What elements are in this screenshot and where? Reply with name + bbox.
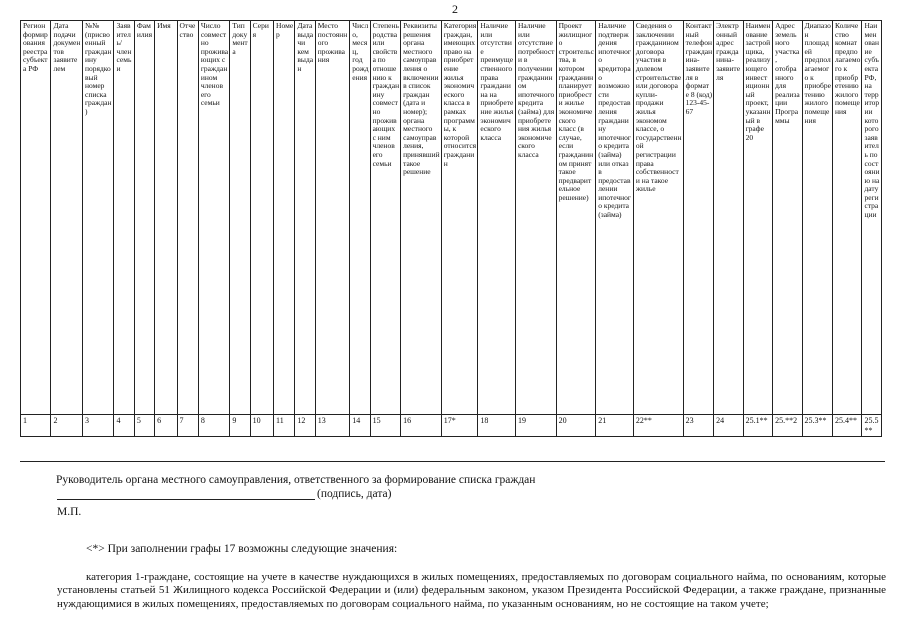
- column-header: Категория граждан, имеющих право на приобретение жилья экономического класса в рамках программы, к которой относится гражданин: [441, 21, 478, 415]
- column-header: Число совместно проживающих с гражданином членов его семьи: [198, 21, 230, 415]
- separator-line: [20, 461, 885, 462]
- column-number: 25.1**: [743, 415, 772, 437]
- column-header: Наличие или отсутствие преимущественного права гражданина на приобретение жилья экономического класса: [478, 21, 516, 415]
- column-header: Электронный адрес гражданина-заявителя: [714, 21, 743, 415]
- column-number: 8: [198, 415, 230, 437]
- column-header: Заявитель/член семьи: [114, 21, 134, 415]
- column-number: 17*: [441, 415, 478, 437]
- column-header: Тип документа: [230, 21, 250, 415]
- column-number: 6: [155, 415, 177, 437]
- citizens-list-table: [20, 20, 882, 437]
- column-header: Наличие или отсутствие потребности в получении гражданином ипотечного кредита (займа) для приобретения жилья экономического класса: [515, 21, 556, 415]
- column-number: 11: [274, 415, 295, 437]
- column-number: 14: [350, 415, 370, 437]
- column-header: Степень родства или свойства по отношению к гражданину совместно проживающих с ним членов его семьи: [370, 21, 400, 415]
- column-number: 12: [295, 415, 315, 437]
- column-number: 2: [51, 415, 83, 437]
- column-header: Серия: [250, 21, 273, 415]
- column-header: Место постоянного проживания: [315, 21, 350, 415]
- column-header: Число, месяц, год рождения: [350, 21, 370, 415]
- column-header: Контактный телефон гражданина-заявителя в формате 8 (код) 123-45-67: [683, 21, 713, 415]
- column-header: Наличие подтверждения ипотечного кредитора о возможности предоставления гражданину ипотечного кредита (займа) или отказ в предоставлении ипотечного кредита (займа): [596, 21, 634, 415]
- column-number: 24: [714, 415, 743, 437]
- table-header-row: [21, 21, 882, 415]
- column-number: 21: [596, 415, 634, 437]
- column-number: 7: [177, 415, 198, 437]
- column-header: Количество комнат предполагаемого к приобретению жилого помещения: [833, 21, 862, 415]
- signature-line: [57, 488, 391, 500]
- column-number: 25.4**: [833, 415, 862, 437]
- column-header: Регион формирования реестра субъекта РФ: [21, 21, 51, 415]
- column-number: 10: [250, 415, 273, 437]
- column-number: 25.**2: [773, 415, 802, 437]
- column-number-row: [21, 415, 882, 437]
- column-header: Наименование застройщика, реализующего инвестиционный проект, указанный в графе 20: [743, 21, 772, 415]
- column-number: 9: [230, 415, 250, 437]
- footnote-title: <*> При заполнении графы 17 возможны следующие значения:: [86, 543, 398, 555]
- page-number: 2: [452, 2, 458, 16]
- column-header: Сведения о заключении гражданином договора участия в долевом строительстве или договора купли-продажи жилья экономом классе, о государственной регистрации права собственности на такое жилье: [633, 21, 683, 415]
- column-number: 4: [114, 415, 134, 437]
- column-number: 23: [683, 415, 713, 437]
- column-header: Реквизиты решения органа местного самоуправления о включении в список граждан (дата и номер); органа местного самоуправления, принявший такое решение: [401, 21, 442, 415]
- column-header: Номер: [274, 21, 295, 415]
- column-header: Отчество: [177, 21, 198, 415]
- column-number: 16: [401, 415, 442, 437]
- signature-blank: [57, 488, 315, 500]
- column-header: Диапазон площадей предполагаемого к приобретению жилого помещения: [802, 21, 832, 415]
- stamp-place: М.П.: [57, 506, 82, 518]
- column-header: №№ (присвоенный гражданину порядковый номер списка граждан): [82, 21, 114, 415]
- column-header: Дата выдачи кем выдан: [295, 21, 315, 415]
- column-number: 3: [82, 415, 114, 437]
- column-number: 18: [478, 415, 516, 437]
- column-number: 19: [515, 415, 556, 437]
- column-number: 15: [370, 415, 400, 437]
- column-number: 25.5**: [862, 415, 882, 437]
- official-caption: Руководитель органа местного самоуправления, ответственного за формирование списка граждан: [56, 474, 536, 486]
- column-number: 13: [315, 415, 350, 437]
- footnote-text: категория 1-граждане, состоящие на учете в качестве нуждающихся в жилых помещениях, предоставляемых по договорам социального найма, по основаниям, которые установлены статьей 51 Жилищного кодекса Российской Федерации и (или) федеральным законом, указом Президента Российской Федерации, а также граждане, признанные нуждающимися в жилых помещениях, предоставляемых по договорам социального найма, по указанным основаниям, но не состоящие на таком учете;: [57, 571, 886, 610]
- column-header: Наименование субъекта РФ, на территории которого заявитель по состоянию на дату регистрации: [862, 21, 882, 415]
- column-number: 5: [134, 415, 154, 437]
- column-header: Фамилия: [134, 21, 154, 415]
- column-header: Адрес земельного участка, отобранного для реализации Программы: [773, 21, 802, 415]
- column-number: 25.3**: [802, 415, 832, 437]
- signature-label: (подпись, дата): [317, 488, 392, 500]
- column-number: 20: [556, 415, 596, 437]
- column-header: Проект жилищного строительства, в котором гражданин планирует приобрести жилье экономического класс (в случае, если гражданином принят такое предварительное решение): [556, 21, 596, 415]
- column-header: Имя: [155, 21, 177, 415]
- column-number: 1: [21, 415, 51, 437]
- column-number: 22**: [633, 415, 683, 437]
- column-header: Дата подачи документов заявителем: [51, 21, 83, 415]
